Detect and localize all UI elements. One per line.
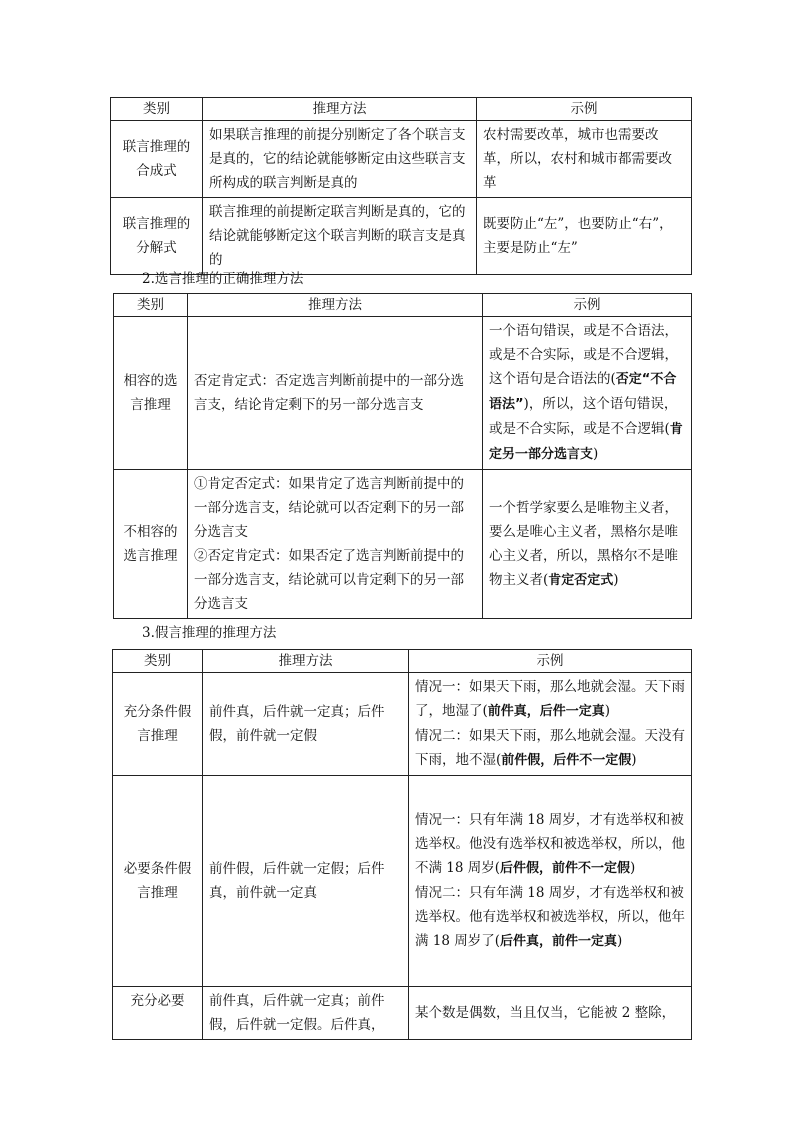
- method-cell: 前件真，后件就一定真；后件假，前件就一定假: [203, 673, 409, 776]
- hypothetical-inference-table: [112, 649, 692, 1040]
- case-one: [415, 808, 685, 881]
- header-method: 推理方法: [203, 98, 477, 121]
- example-text: ): [613, 571, 619, 588]
- category-cell: 必要条件假言推理: [113, 776, 203, 987]
- method-cell: 前件真，后件就一定真；前件假，后件就一定假。后件真，: [203, 987, 409, 1040]
- example-text: ): [631, 752, 637, 768]
- example-text: 情况二：如果天下雨，那么地就会湿。天没有下雨，地不湿(: [415, 728, 685, 768]
- method-cell: 否定肯定式：否定选言判断前提中的一部分选言支，结论肯定剩下的另一部分选言支: [188, 317, 483, 470]
- example-text: 情况二：只有年满 18 周岁，才有选举权和被选举权。他有选举权和被选举权，所以，他年满 18 周岁了(: [415, 885, 685, 949]
- method-cell: [188, 470, 483, 619]
- example-cell: [483, 470, 692, 619]
- example-cell: 农村需要改革，城市也需要改革，所以，农村和城市都需要改革: [477, 121, 692, 198]
- method-cell: 如果联言推理的前提分别断定了各个联言支是真的，它的结论就能够断定由这些联言支所构成的联言判断是真的: [203, 121, 477, 198]
- example-cell: [409, 776, 692, 987]
- header-method: 推理方法: [188, 294, 483, 317]
- conjunctive-inference-table: [110, 97, 692, 275]
- example-cell: [409, 673, 692, 776]
- disjunctive-inference-table: [113, 293, 692, 619]
- example-text: ): [630, 860, 636, 876]
- example-text: )，所以，这个语句错误，或是不合实际，或是不合逻辑(: [489, 396, 678, 437]
- case-one: [415, 675, 685, 724]
- header-example: 示例: [409, 650, 692, 673]
- method-cell: 前件假，后件就一定假；后件真，前件就一定真: [203, 776, 409, 987]
- example-text: ): [593, 446, 599, 462]
- category-cell: 联言推理的合成式: [111, 121, 203, 198]
- method-item: ②否定肯定式：如果否定了选言判断前提中的一部分选言支，结论就可以肯定剩下的另一部分选言支: [194, 548, 464, 612]
- header-example: 示例: [483, 294, 692, 317]
- category-cell: 充分条件假言推理: [113, 673, 203, 776]
- example-cell: [483, 317, 692, 470]
- example-text: 情况一：只有年满 18 周岁，才有选举权和被选举权。他没有选举权和被选举权，所以，他不满 18 周岁(: [415, 812, 685, 876]
- header-category: 类别: [114, 294, 188, 317]
- example-annotation: 后件假，前件不一定假: [500, 861, 631, 876]
- case-two: [415, 881, 685, 954]
- example-cell: 既要防止“左”，也要防止“右”，主要是防止“左”: [477, 198, 692, 275]
- example-annotation: 前件假，后件不一定假: [501, 753, 632, 768]
- example-text: ): [604, 703, 611, 719]
- example-annotation: 肯定另一部分选言支: [489, 422, 683, 462]
- example-annotation: 后件真，前件一定真: [500, 934, 618, 949]
- example-annotation: 肯定否定式: [548, 572, 614, 588]
- category-cell: 不相容的选言推理: [114, 470, 188, 619]
- method-cell: 联言推理的前提断定联言判断是真的，它的结论就能够断定这个联言判断的联言支是真的: [203, 198, 477, 275]
- header-category: 类别: [111, 98, 203, 121]
- category-cell: 联言推理的分解式: [111, 198, 203, 275]
- header-example: 示例: [477, 98, 692, 121]
- section-2-title: 2.选言推理的正确推理方法: [142, 271, 304, 287]
- header-category: 类别: [113, 650, 203, 673]
- example-text: 情况一：如果天下雨，那么地就会湿。天下雨了，地湿了(: [415, 679, 685, 719]
- case-two: [415, 724, 685, 773]
- example-cell: 某个数是偶数，当且仅当，它能被 2 整除，: [409, 987, 692, 1040]
- example-annotation: 前件真，后件一定真: [487, 704, 605, 719]
- example-text: 一个哲学家要么是唯物主义者，要么是唯心主义者，黑格尔是唯心主义者，所以，黑格尔不是唯物主义者(: [489, 499, 678, 588]
- section-3-title: 3.假言推理的推理方法: [142, 625, 277, 641]
- header-method: 推理方法: [203, 650, 409, 673]
- example-text: ): [617, 933, 623, 949]
- method-item: ①肯定否定式：如果肯定了选言判断前提中的一部分选言支，结论就可以否定剩下的另一部分选言支: [194, 476, 464, 540]
- example-annotation: 否定“不合语法”: [489, 372, 677, 412]
- category-cell: 充分必要: [113, 987, 203, 1040]
- example-text: 一个语句错误，或是不合语法，或是不合实际，或是不合逻辑，这个语句是合语法的(: [489, 323, 678, 387]
- category-cell: 相容的选言推理: [114, 317, 188, 470]
